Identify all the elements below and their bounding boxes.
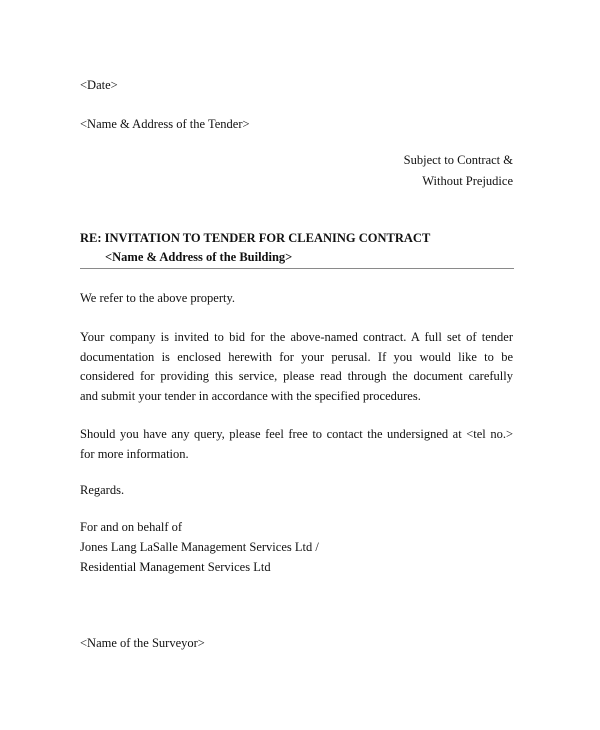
closing: Regards. <box>80 483 125 497</box>
body-paragraph-1 <box>80 328 513 406</box>
surveyor-name-placeholder: <Name of the Surveyor> <box>80 636 205 650</box>
subject-divider <box>80 268 514 269</box>
date-placeholder: <Date> <box>80 78 118 92</box>
reservation-line-2: Without Prejudice <box>422 174 513 188</box>
paragraph-line: for more information. <box>80 446 189 461</box>
reservation-line-1: Subject to Contract & <box>403 153 513 167</box>
signature-company-2: Residential Management Services Ltd <box>80 560 271 574</box>
subject-line: RE: INVITATION TO TENDER FOR CLEANING CONTRACT <box>80 231 431 245</box>
paragraph-line: documentation is enclosed herewith for your perusal. If you would like to be <box>80 349 513 364</box>
paragraph-line: and submit your tender in accordance with the specified procedures. <box>80 388 421 403</box>
tenderer-address-placeholder: <Name & Address of the Tender> <box>80 117 250 131</box>
signature-company-1: Jones Lang LaSalle Management Services Ltd / <box>80 540 319 554</box>
body-paragraph-2 <box>80 425 513 464</box>
paragraph-line: Should you have any query, please feel free to contact the undersigned at <tel no.> <box>80 427 513 441</box>
opening-sentence: We refer to the above property. <box>80 291 236 305</box>
signature-line-1: For and on behalf of <box>80 520 183 534</box>
building-address-placeholder: <Name & Address of the Building> <box>105 250 293 264</box>
paragraph-line: Your company is invited to bid for the above-named contract. A full set of tender <box>80 330 513 344</box>
paragraph-line: considered for providing this service, please read through the document carefully <box>80 369 513 383</box>
